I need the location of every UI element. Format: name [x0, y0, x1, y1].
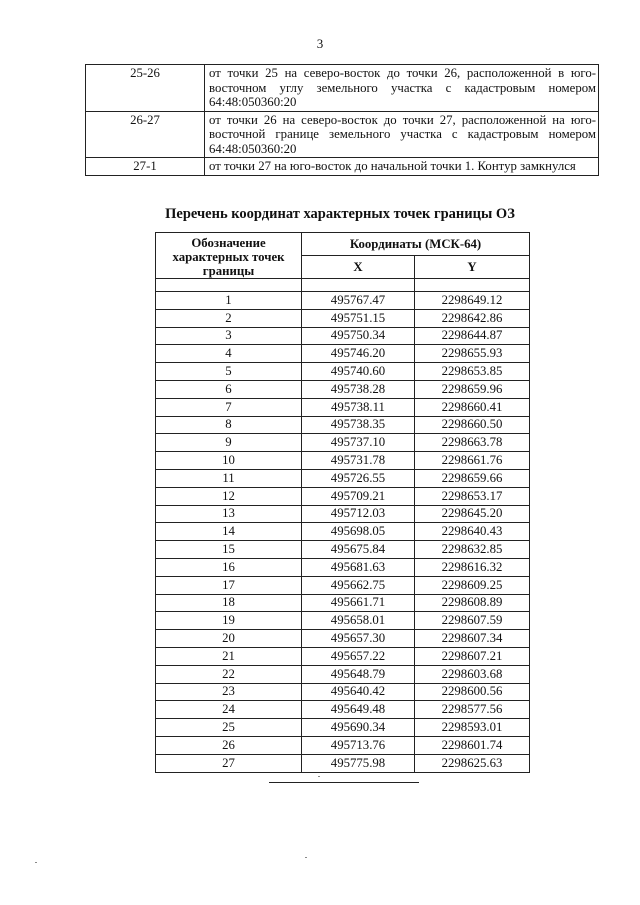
- x-cell: 495648.79: [302, 665, 415, 683]
- point-cell: 27: [156, 754, 302, 772]
- segment-row: [86, 111, 599, 158]
- y-cell: 2298609.25: [415, 576, 530, 594]
- signature-line: [269, 782, 419, 783]
- y-cell: 2298649.12: [415, 292, 530, 310]
- point-cell: 14: [156, 523, 302, 541]
- point-cell: 10: [156, 452, 302, 470]
- point-cell: 23: [156, 683, 302, 701]
- coordinates-header: [156, 233, 530, 292]
- page-number: 3: [316, 36, 324, 51]
- x-cell: 495675.84: [302, 541, 415, 559]
- header-row: [156, 233, 530, 256]
- y-cell: 2298632.85: [415, 541, 530, 559]
- point-cell: 20: [156, 630, 302, 648]
- table-row: [156, 665, 530, 683]
- y-cell: 2298644.87: [415, 327, 530, 345]
- table-row: [156, 558, 530, 576]
- x-cell: 495658.01: [302, 612, 415, 630]
- x-cell: 495712.03: [302, 505, 415, 523]
- table-row: [156, 345, 530, 363]
- table-row: [156, 647, 530, 665]
- point-cell: 13: [156, 505, 302, 523]
- y-cell: 2298655.93: [415, 345, 530, 363]
- x-cell: 495709.21: [302, 487, 415, 505]
- segment-description: от точки 26 на северо-восток до точки 27, расположенной на юго-восточной границе земельного участка с кадастровым номером 64:48:050360:20: [205, 111, 599, 158]
- y-cell: 2298608.89: [415, 594, 530, 612]
- y-cell: 2298645.20: [415, 505, 530, 523]
- table-row: [156, 309, 530, 327]
- point-cell: 4: [156, 345, 302, 363]
- table-row: [156, 487, 530, 505]
- table-row: [156, 505, 530, 523]
- segment-id: 27-1: [86, 158, 205, 176]
- y-cell: 2298603.68: [415, 665, 530, 683]
- y-cell: 2298642.86: [415, 309, 530, 327]
- point-cell: 12: [156, 487, 302, 505]
- point-cell: 1: [156, 292, 302, 310]
- x-cell: 495740.60: [302, 363, 415, 381]
- point-cell: 3: [156, 327, 302, 345]
- y-cell: 2298661.76: [415, 452, 530, 470]
- y-cell: 2298607.34: [415, 630, 530, 648]
- y-cell: 2298660.41: [415, 398, 530, 416]
- table-row: [156, 594, 530, 612]
- segment-description: от точки 25 на северо-восток до точки 26, расположенной в юго-восточном углу земельного участка с кадастровым номером 64:48:050360:20: [205, 65, 599, 112]
- coordinates-body: [156, 292, 530, 773]
- segment-id: 25-26: [86, 65, 205, 112]
- y-cell: 2298640.43: [415, 523, 530, 541]
- y-cell: 2298607.21: [415, 647, 530, 665]
- x-cell: 495690.34: [302, 719, 415, 737]
- y-cell: 2298593.01: [415, 719, 530, 737]
- x-cell: 495662.75: [302, 576, 415, 594]
- y-cell: 2298616.32: [415, 558, 530, 576]
- x-cell: 495713.76: [302, 736, 415, 754]
- table-row: [156, 701, 530, 719]
- table-row: [156, 452, 530, 470]
- table-row: [156, 434, 530, 452]
- point-cell: 2: [156, 309, 302, 327]
- x-cell: 495726.55: [302, 469, 415, 487]
- y-cell: 2298625.63: [415, 754, 530, 772]
- y-cell: 2298607.59: [415, 612, 530, 630]
- y-cell: 2298601.74: [415, 736, 530, 754]
- table-row: [156, 469, 530, 487]
- y-cell: 2298659.66: [415, 469, 530, 487]
- table-row: [156, 736, 530, 754]
- x-column-header: X: [302, 256, 415, 279]
- point-cell: 26: [156, 736, 302, 754]
- x-cell: 495751.15: [302, 309, 415, 327]
- segment-row: [86, 65, 599, 112]
- x-cell: 495738.35: [302, 416, 415, 434]
- table-row: [156, 541, 530, 559]
- point-cell: 7: [156, 398, 302, 416]
- header-spacer-cell: [156, 279, 302, 292]
- header-spacer-cell: [302, 279, 415, 292]
- point-cell: 6: [156, 380, 302, 398]
- scan-speck: [35, 862, 37, 863]
- y-cell: 2298659.96: [415, 380, 530, 398]
- table-row: [156, 612, 530, 630]
- point-cell: 21: [156, 647, 302, 665]
- scan-speck: [318, 776, 320, 777]
- segment-description: от точки 27 на юго-восток до начальной точки 1. Контур замкнулся: [205, 158, 599, 176]
- point-cell: 19: [156, 612, 302, 630]
- point-cell: 22: [156, 665, 302, 683]
- coordinate-system-header: Координаты (МСК-64): [302, 233, 530, 256]
- x-cell: 495657.30: [302, 630, 415, 648]
- y-cell: 2298653.85: [415, 363, 530, 381]
- y-cell: 2298663.78: [415, 434, 530, 452]
- table-row: [156, 398, 530, 416]
- x-cell: 495750.34: [302, 327, 415, 345]
- point-cell: 9: [156, 434, 302, 452]
- point-cell: 8: [156, 416, 302, 434]
- table-row: [156, 292, 530, 310]
- table-row: [156, 576, 530, 594]
- header-spacer-cell: [415, 279, 530, 292]
- table-row: [156, 363, 530, 381]
- table-row: [156, 754, 530, 772]
- table-row: [156, 380, 530, 398]
- y-column-header: Y: [415, 256, 530, 279]
- table-row: [156, 327, 530, 345]
- x-cell: 495661.71: [302, 594, 415, 612]
- point-cell: 15: [156, 541, 302, 559]
- segments-table: [85, 64, 599, 176]
- x-cell: 495657.22: [302, 647, 415, 665]
- x-cell: 495640.42: [302, 683, 415, 701]
- table-row: [156, 523, 530, 541]
- segment-row: [86, 158, 599, 176]
- coordinates-table: [155, 232, 530, 773]
- point-cell: 24: [156, 701, 302, 719]
- coords-title: Перечень координат характерных точек границы ОЗ: [165, 206, 515, 222]
- point-cell: 11: [156, 469, 302, 487]
- point-cell: 5: [156, 363, 302, 381]
- segment-id: 26-27: [86, 111, 205, 158]
- x-cell: 495738.11: [302, 398, 415, 416]
- y-cell: 2298653.17: [415, 487, 530, 505]
- y-cell: 2298660.50: [415, 416, 530, 434]
- x-cell: 495746.20: [302, 345, 415, 363]
- x-cell: 495738.28: [302, 380, 415, 398]
- point-cell: 18: [156, 594, 302, 612]
- x-cell: 495775.98: [302, 754, 415, 772]
- x-cell: 495737.10: [302, 434, 415, 452]
- point-cell: 25: [156, 719, 302, 737]
- x-cell: 495767.47: [302, 292, 415, 310]
- header-spacer-row: [156, 279, 530, 292]
- table-row: [156, 719, 530, 737]
- table-row: [156, 683, 530, 701]
- table-row: [156, 416, 530, 434]
- y-cell: 2298600.56: [415, 683, 530, 701]
- y-cell: 2298577.56: [415, 701, 530, 719]
- point-cell: 16: [156, 558, 302, 576]
- x-cell: 495681.63: [302, 558, 415, 576]
- point-column-header: Обозначение характерных точек границы: [156, 233, 302, 279]
- table-row: [156, 630, 530, 648]
- segments-body: [86, 65, 599, 176]
- scan-speck: [305, 857, 307, 858]
- point-cell: 17: [156, 576, 302, 594]
- x-cell: 495698.05: [302, 523, 415, 541]
- x-cell: 495731.78: [302, 452, 415, 470]
- x-cell: 495649.48: [302, 701, 415, 719]
